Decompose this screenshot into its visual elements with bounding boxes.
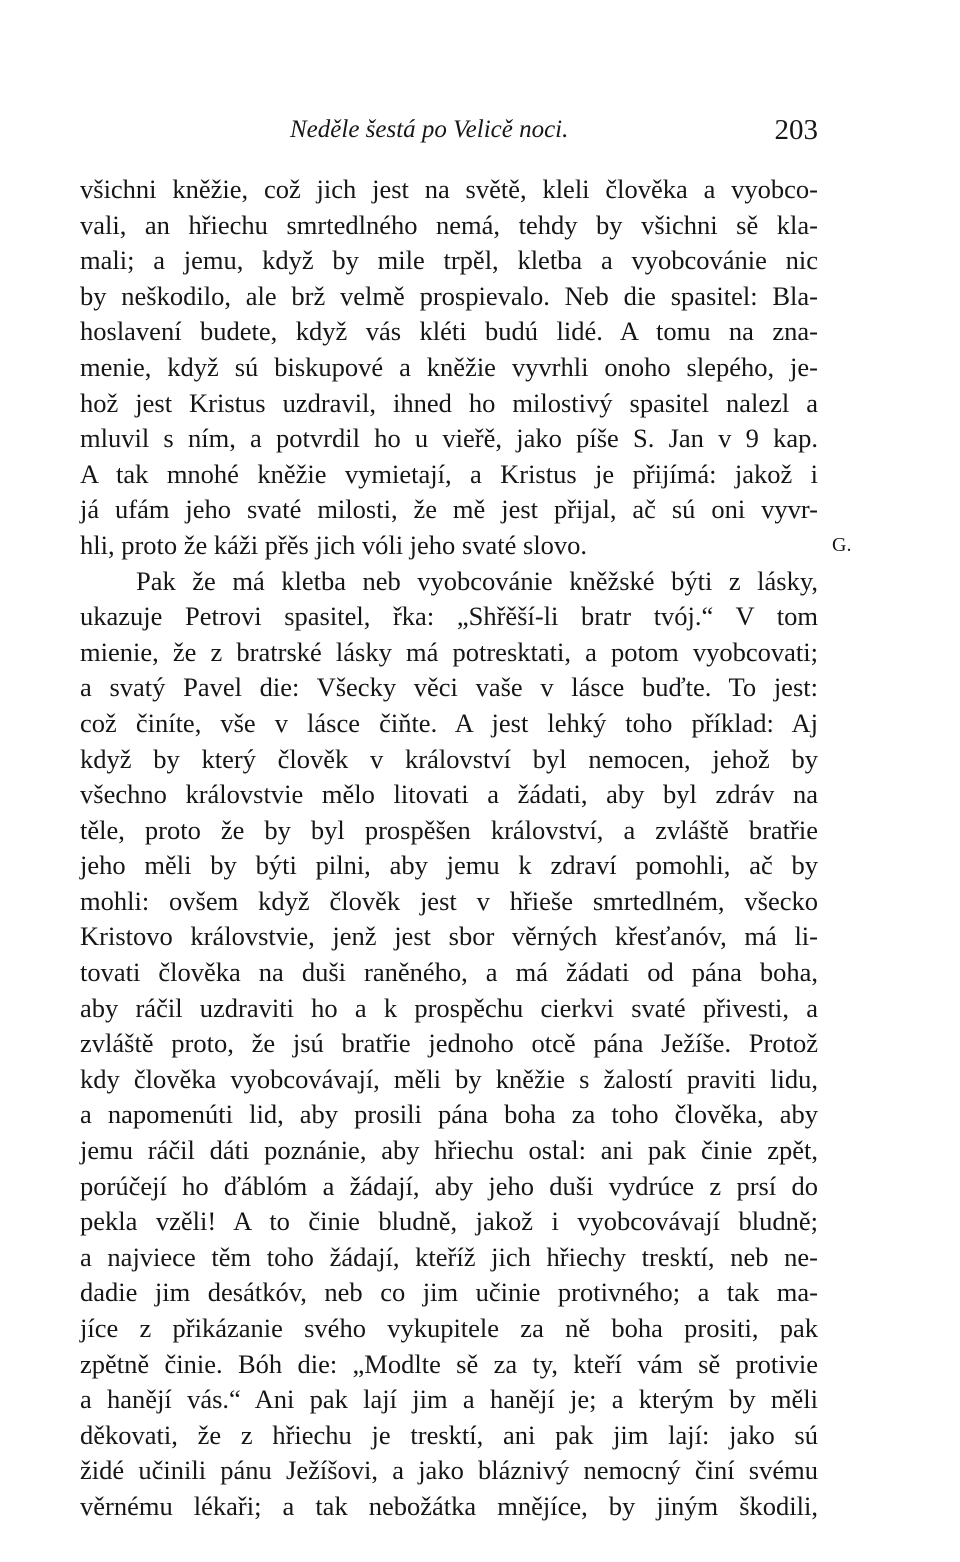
text-line: a najviece těm toho žádají, kteříž jich hřiechy tresktí, neb ne- bbox=[80, 1241, 818, 1272]
text-line: kdy člověka vyobcovávají, měli by kněžie s žalostí praviti lidu, bbox=[80, 1063, 818, 1094]
text-line: což činíte, vše v lásce čiňte. A jest lehký toho příklad: Aj bbox=[80, 707, 818, 738]
text-line: porúčejí ho ďáblóm a žádají, aby jeho duši vydrúce z prsí do bbox=[80, 1170, 818, 1201]
text-line: jemu ráčil dáti poznánie, aby hřiechu ostal: ani pak činie zpět, bbox=[80, 1135, 818, 1166]
text-line: ukazuje Petrovi spasitel, řka: „Shřěší-li bratr tvój.“ V tom bbox=[80, 601, 818, 632]
text-line: mienie, že z bratrské lásky má potresktati, a potom vyobcovati; bbox=[80, 636, 818, 667]
text-line: A tak mnohé kněžie vymietají, a Kristus je přijímá: jakož i bbox=[80, 458, 818, 489]
text-line: pekla vzěli! A to činie bludně, jakož i vyobcovávají bludně; bbox=[80, 1206, 818, 1237]
paragraph-start-line: Pak že má kletba neb vyobcovánie kněžské býti z lásky, bbox=[136, 565, 818, 596]
text-line: vali, an hřiechu smrtedlného nemá, tehdy by všichni sě kla- bbox=[80, 209, 818, 240]
running-title: Neděle šestá po Velicě noci. bbox=[290, 116, 569, 143]
text-line: všechno královstvie mělo litovati a žádati, aby byl zdráv na bbox=[80, 779, 818, 810]
text-line: menie, když sú biskupové a kněžie vyvrhli onoho slepého, je- bbox=[80, 351, 818, 382]
text-line: Kristovo královstvie, jenž jest sbor věrných křesťanóv, má li- bbox=[80, 921, 818, 952]
text-line: těle, proto že by byl prospěšen království, a zvláště bratřie bbox=[80, 814, 818, 845]
text-line: hoslavení budete, když vás kléti budú lidé. A tomu na zna- bbox=[80, 316, 818, 347]
text-line: mluvil s ním, a potvrdil ho u vieřě, jako píše S. Jan v 9 kap. bbox=[80, 423, 818, 454]
text-line: a hanějí vás.“ Ani pak lají jim a hanějí je; a kterým by měli bbox=[80, 1384, 818, 1415]
page-header bbox=[80, 110, 818, 150]
margin-note: G. bbox=[832, 534, 852, 556]
text-line: já ufám jeho svaté milosti, že mě jest přijal, ač sú oni vyvr- bbox=[80, 494, 818, 525]
text-line: židé učinili pánu Ježíšovi, a jako bláznivý nemocný činí svému bbox=[80, 1455, 818, 1486]
text-line: mohli: ovšem když člověk jest v hřieše smrtedlném, všecko bbox=[80, 885, 818, 916]
text-line: dadie jim desátkóv, neb co jim učinie protivného; a tak ma- bbox=[80, 1277, 818, 1308]
text-line: jíce z přikázanie svého vykupitele za ně boha prositi, pak bbox=[80, 1313, 818, 1343]
text-line: tovati člověka na duši raněného, a má žádati od pána boha, bbox=[80, 957, 818, 988]
paragraph-end-line: hli, proto že káži přěs jich vóli jeho svaté slovo. bbox=[80, 529, 588, 560]
text-line: hož jest Kristus uzdravil, ihned ho milostivý spasitel nalezl a bbox=[80, 387, 818, 418]
text-line: zpětně činie. Bóh die: „Modlte sě za ty, kteří vám sě protivie bbox=[80, 1348, 818, 1379]
text-line: věrnému lékaři; a tak nebožátka mnějíce, by jiným škodili, bbox=[80, 1490, 818, 1521]
page-number: 203 bbox=[774, 114, 818, 146]
text-line: zvláště proto, že jsú bratřie jednoho otcě pána Ježíše. Protož bbox=[80, 1028, 818, 1059]
text-line: by neškodilo, ale brž velmě prospievalo. Neb die spasitel: Bla- bbox=[80, 280, 818, 311]
text-line: když by který člověk v království byl nemocen, jehož by bbox=[80, 743, 818, 774]
text-line: jeho měli by býti pilni, aby jemu k zdraví pomohli, ač by bbox=[80, 850, 818, 881]
body-text bbox=[80, 172, 818, 1525]
text-line: aby ráčil uzdraviti ho a k prospěchu cierkvi svaté přivesti, a bbox=[80, 992, 818, 1023]
text-line: a napomenúti lid, aby prosili pána boha za toho člověka, aby bbox=[80, 1099, 818, 1130]
text-line: děkovati, že z hřiechu je tresktí, ani pak jim lají: jako sú bbox=[80, 1419, 818, 1450]
text-line: všichni kněžie, což jich jest na světě, kleli člověka a vyobco- bbox=[80, 174, 818, 204]
text-line: a svatý Pavel die: Všecky věci vaše v lásce buďte. To jest: bbox=[80, 672, 818, 703]
text-line: mali; a jemu, když by mile trpěl, kletba a vyobcovánie nic bbox=[80, 245, 818, 276]
